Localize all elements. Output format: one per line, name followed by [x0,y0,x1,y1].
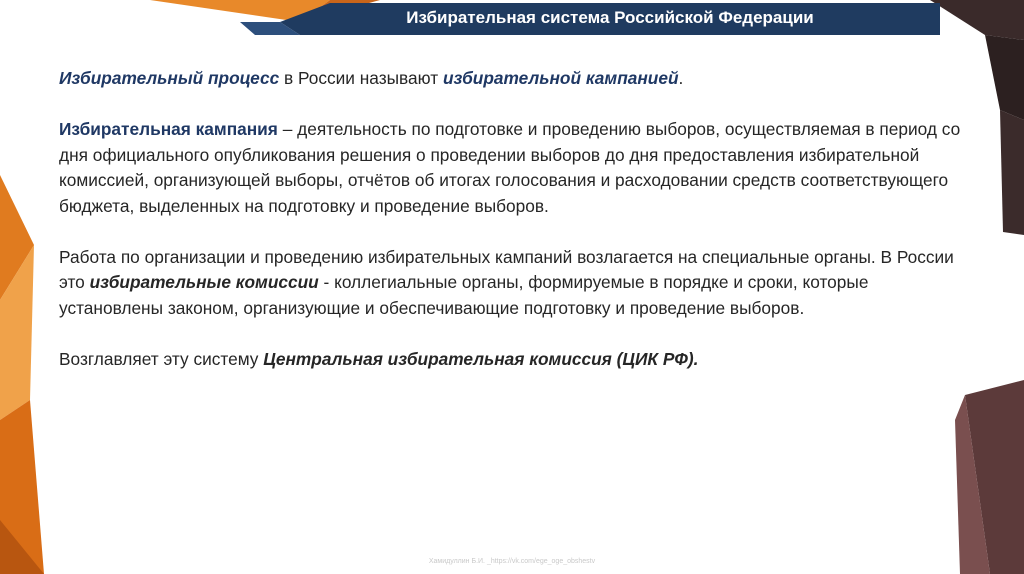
text-fragment: . [678,68,684,88]
term-electoral-campaign-bold: Избирательная кампания [59,119,278,139]
term-electoral-process: Избирательный процесс [59,68,280,88]
text-fragment: - коллегиальные органы, формируемые в порядке и сроки, которые установлены законом, организующие и обеспечивающие подготовку и проведение выборов. [59,272,869,318]
text-fragment: Работа по организации и проведению избирательных кампаний возлагается на специальные органы. В России это [59,246,954,292]
text-fragment: Возглавляет эту систему [59,348,264,369]
slide-title: Избирательная система Российской Федерации [406,8,814,27]
dark-shape-right-mid [1000,110,1024,235]
text-fragment: в России называют [279,68,443,88]
term-electoral-campaign: избирательной кампанией [442,68,679,88]
paragraph-cec [59,347,974,373]
text-fragment: – деятельность по подготовке и проведению выборов, осуществляемая в период со дня официального опубликования решения о проведении выборов до дня предоставления избирательной комиссией, организующей выборы, отчётов об итогах голосования и расходовании средств соответствующего бюджета, выделенных на подготовку и проведение выборов. [59,119,961,216]
term-electoral-commissions: избирательные комиссии [89,272,319,292]
slide-content [59,66,974,398]
dark-shape-right-upper [985,35,1024,120]
slide-footer: Хамидуллин Б.И. _https://vk.com/ege_oge_obshestv [428,558,596,565]
term-cec: Центральная избирательная комиссия (ЦИК РФ). [263,348,699,369]
paragraph-definition-process [59,66,974,92]
paragraph-definition-campaign [59,117,974,219]
dark-shape-top-right [930,0,1024,40]
paragraph-commissions [59,245,974,322]
